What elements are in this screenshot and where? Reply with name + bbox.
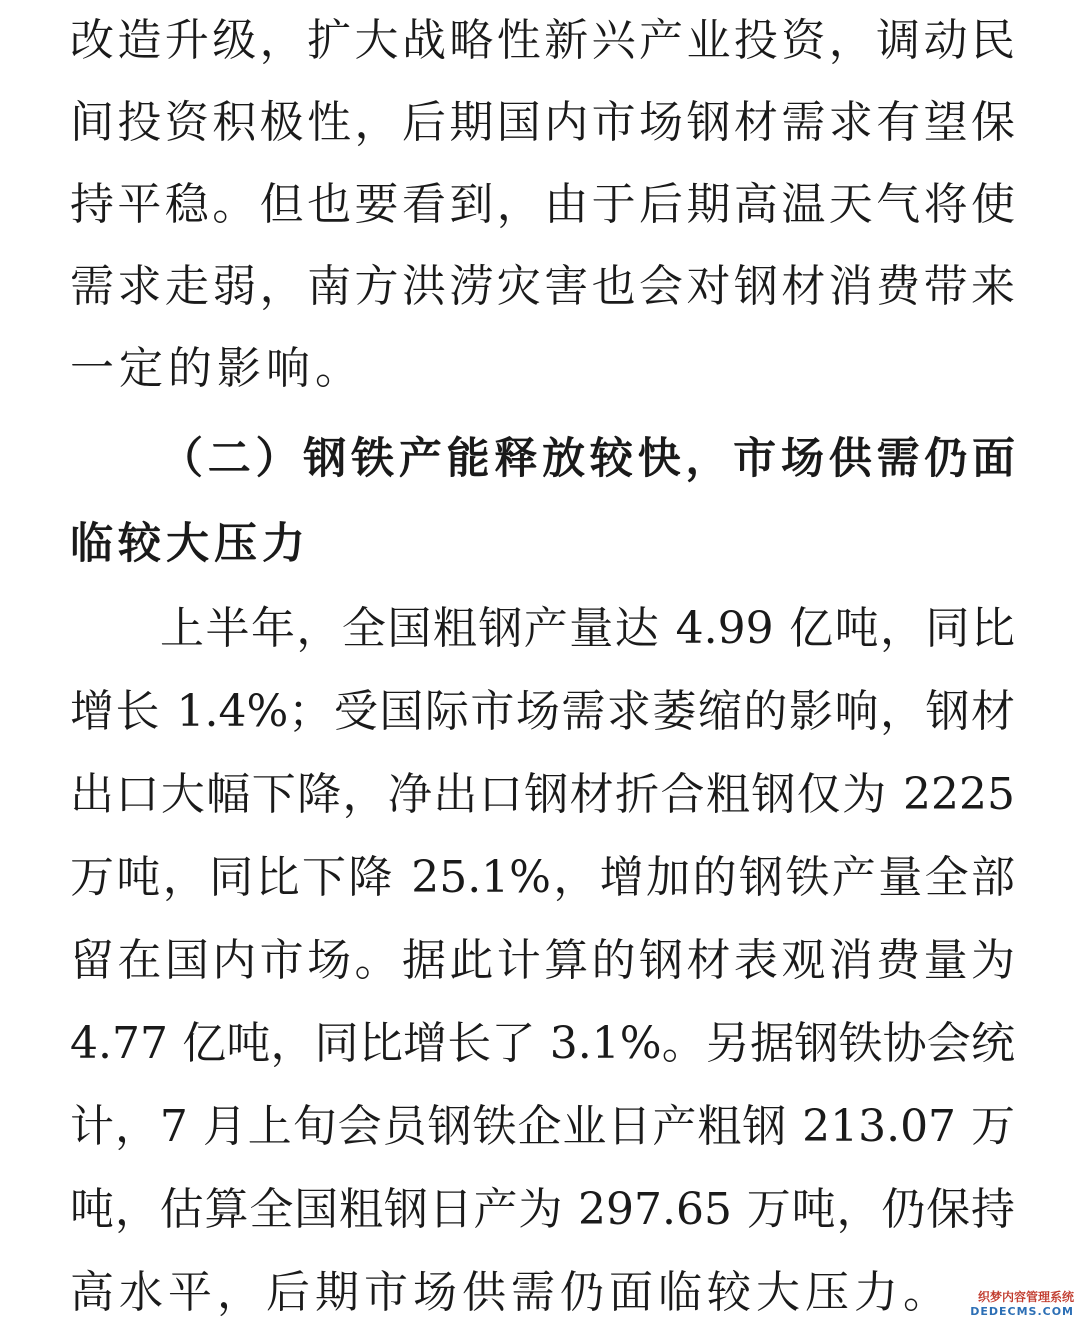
paragraph-line: 改造升级，扩大战略性新兴产业投资，调动民 (70, 15, 1015, 66)
paragraph-line: 间投资积极性，后期国内市场钢材需求有望保 (70, 97, 1015, 148)
paragraph-line: 万吨，同比下降 25.1%，增加的钢铁产量全部 (70, 852, 1015, 903)
paragraph-line: 高水平，后期市场供需仍面临较大压力。 (70, 1267, 952, 1318)
section-heading-line: 临较大压力 (70, 519, 310, 569)
paragraph-line: 4.77 亿吨，同比增长了 3.1%。另据钢铁协会统 (70, 1018, 1015, 1069)
paragraph-line: 持平稳。但也要看到，由于后期高温天气将使 (70, 179, 1015, 230)
section-heading-line: （二）钢铁产能释放较快，市场供需仍面 (160, 434, 1015, 484)
paragraph-line: 需求走弱，南方洪涝灾害也会对钢材消费带来 (70, 261, 1015, 312)
watermark-domain: DEDECMS.COM (970, 1305, 1074, 1318)
paragraph-line: 一定的影响。 (70, 343, 364, 394)
paragraph-line: 增长 1.4%；受国际市场需求萎缩的影响，钢材 (70, 686, 1015, 737)
watermark-title: 织梦内容管理系统 (977, 1290, 1074, 1304)
paragraph-line: 计，7 月上旬会员钢铁企业日产粗钢 213.07 万 (70, 1101, 1015, 1152)
paragraph-line: 留在国内市场。据此计算的钢材表观消费量为 (70, 935, 1015, 986)
watermark (964, 1289, 1074, 1325)
paragraph-line: 出口大幅下降，净出口钢材折合粗钢仅为 2225 (70, 769, 1015, 820)
paragraph-line: 上半年，全国粗钢产量达 4.99 亿吨，同比 (160, 603, 1015, 654)
paragraph-line: 吨，估算全国粗钢日产为 297.65 万吨，仍保持 (70, 1184, 1015, 1235)
